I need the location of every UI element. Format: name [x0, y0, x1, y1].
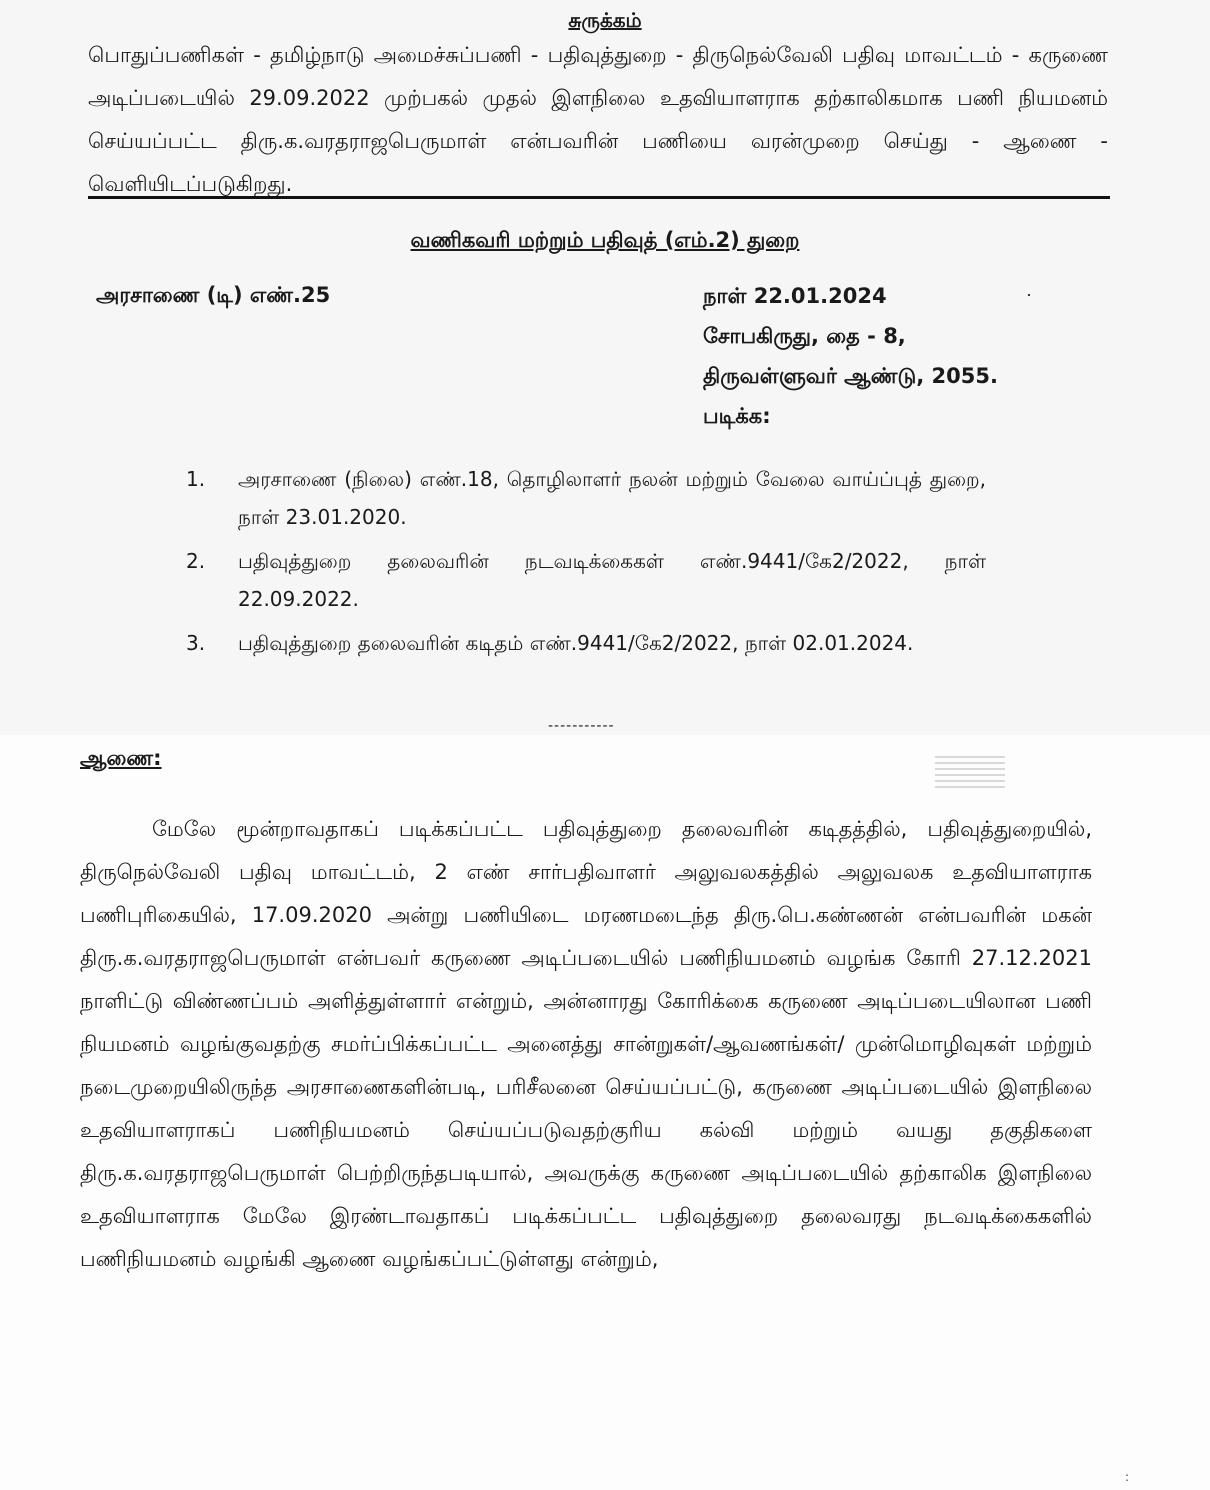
thiruvalluvar-year: திருவள்ளுவர் ஆண்டு, 2055.: [703, 364, 998, 388]
reference-item: [186, 460, 986, 536]
department-heading: வணிகவரி மற்றும் பதிவுத் (எம்.2) துறை: [410, 228, 800, 252]
order-heading: ஆணை:: [80, 746, 162, 770]
summary-title: சுருக்கம்: [568, 8, 642, 32]
reference-text: பதிவுத்துறை தலைவரின் கடிதம் எண்.9441/கே2/2022, நாள் 02.01.2024.: [238, 631, 914, 655]
reference-item: [186, 542, 986, 618]
read-label: படிக்க:: [703, 404, 771, 428]
tamil-date: சோபகிருது, தை - 8,: [703, 324, 906, 348]
issue-date: நாள் 22.01.2024: [703, 284, 887, 308]
scan-smudge: [935, 752, 1005, 788]
reference-list: [186, 460, 986, 668]
reference-item: [186, 624, 986, 662]
scan-corner-mark: :: [1125, 1470, 1130, 1484]
date-block: [703, 276, 998, 436]
reference-number: 2.: [186, 549, 206, 573]
reference-text: அரசாணை (நிலை) எண்.18, தொழிலாளர் நலன் மற்றும் வேலை வாய்ப்புத் துறை, நாள் 23.01.2020.: [238, 467, 986, 529]
summary-text: பொதுப்பணிகள் - தமிழ்நாடு அமைச்சுப்பணி - பதிவுத்துறை - திருநெல்வேலி பதிவு மாவட்டம் - கருணை அடிப்படையில் 29.09.2022 முற்பகல் முதல் இளநிலை உதவியாளராக தற்காலிகமாக பணி நியமனம் செய்யப்பட்ட திரு.க.வரதராஜபெருமாள் என்பவரின் பணியை வரன்முறை செய்து - ஆணை - வெளியிடப்படுகிறது.: [88, 43, 1108, 196]
reference-number: 3.: [186, 631, 206, 655]
reference-text: பதிவுத்துறை தலைவரின் நடவடிக்கைகள் எண்.9441/கே2/2022, நாள் 22.09.2022.: [238, 549, 986, 611]
scan-mark: ᐧ: [1026, 283, 1032, 307]
summary-divider-line: [88, 196, 1110, 199]
go-number: அரசாணை (டி) எண்.25: [96, 283, 331, 307]
section-divider: -----------: [548, 718, 615, 734]
reference-number: 1.: [186, 467, 206, 491]
order-body: மேலே மூன்றாவதாகப் படிக்கப்பட்ட பதிவுத்துறை தலைவரின் கடிதத்தில், பதிவுத்துறையில், திருநெல்வேலி பதிவு மாவட்டம், 2 எண் சார்பதிவாளர் அலுவலகத்தில் அலுவலக உதவியாளராக பணிபுரிகையில், 17.09.2020 அன்று பணியிடை மரணமடைந்த திரு.பெ.கண்ணன் என்பவரின் மகன் திரு.க.வரதராஜபெருமாள் என்பவர் கருணை அடிப்படையில் பணிநியமனம் வழங்க கோரி 27.12.2021 நாளிட்டு விண்ணப்பம் அளித்துள்ளார் என்றும், அன்னாரது கோரிக்கை கருணை அடிப்படையிலான பணி நியமனம் வழங்குவதற்கு சமர்ப்பிக்கப்பட்ட அனைத்து சான்றுகள்/ஆவணங்கள்/ முன்மொழிவுகள் மற்றும் நடைமுறையிலிருந்த அரசாணைகளின்படி, பரிசீலனை செய்யப்பட்டு, கருணை அடிப்படையில் இளநிலை உதவியாளராகப் பணிநியமனம் செய்யப்படுவதற்குரிய கல்வி மற்றும் வயது தகுதிகளை திரு.க.வரதராஜபெருமாள் பெற்றிருந்தபடியால், அவருக்கு கருணை அடிப்படையில் தற்காலிக இளநிலை உதவியாளராக மேலே இரண்டாவதாகப் படிக்கப்பட்ட பதிவுத்துறை தலைவரது நடவடிக்கைகளில் பணிநியமனம் வழங்கி ஆணை வழங்கப்பட்டுள்ளது என்றும்,: [80, 817, 1092, 1271]
